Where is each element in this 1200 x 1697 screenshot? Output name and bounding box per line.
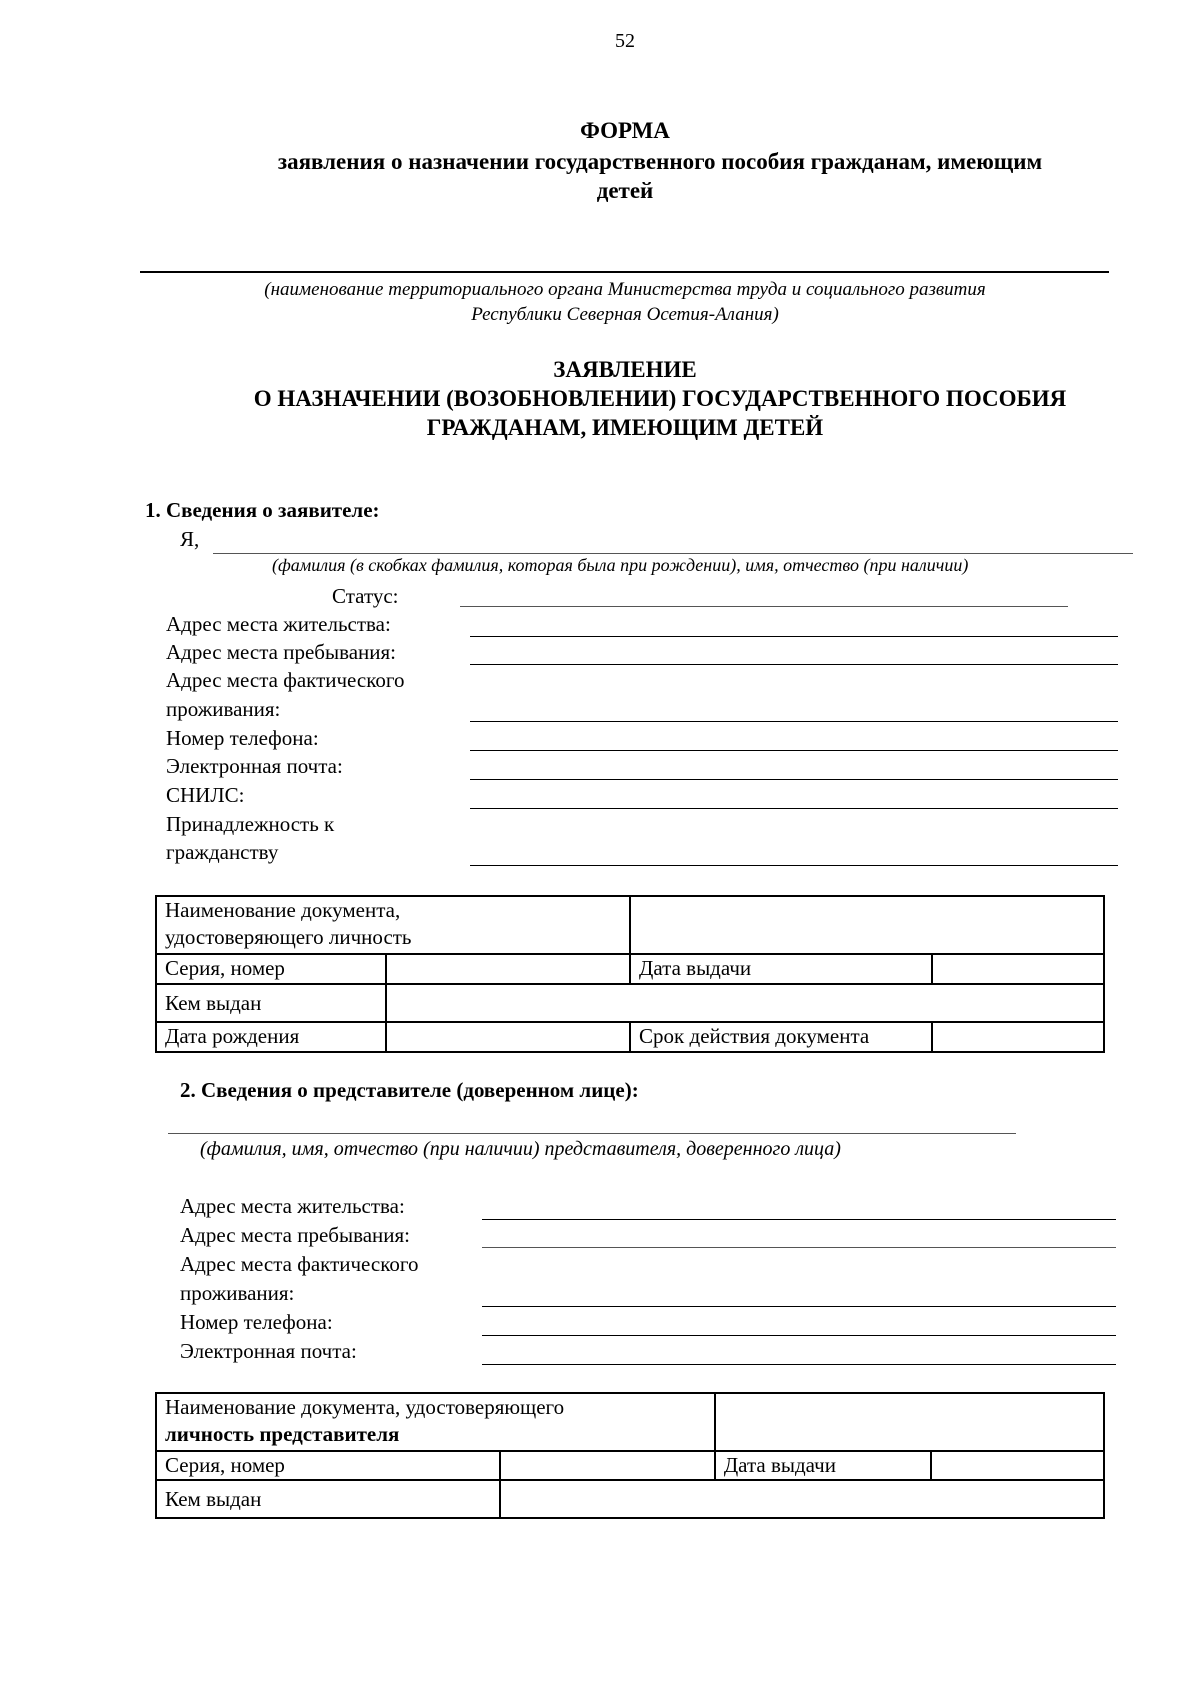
birth-date-label-cell: Дата рождения: [156, 1022, 386, 1052]
organ-name-field[interactable]: [140, 271, 1109, 273]
residence-field[interactable]: [470, 636, 1118, 637]
rep-stay-field[interactable]: [482, 1247, 1116, 1248]
doc-name-label-line1: Наименование документа,: [165, 898, 401, 922]
applicant-name-caption: (фамилия (в скобках фамилия, которая была при рождении), имя, отчество (при наличии): [272, 555, 969, 575]
rep-actual-address-label-line1: Адрес места фактического: [180, 1252, 419, 1276]
actual-address-label-line2: проживания:: [166, 697, 281, 721]
birth-date-value-cell[interactable]: [386, 1022, 630, 1052]
phone-field[interactable]: [470, 750, 1118, 751]
issue-date-label-cell: Дата выдачи: [630, 954, 932, 984]
page-number: 52: [615, 30, 635, 52]
residence-label: Адрес места жительства:: [166, 612, 391, 636]
rep-residence-label: Адрес места жительства:: [180, 1194, 405, 1218]
series-label-cell: Серия, номер: [156, 954, 386, 984]
issue-date-value-cell[interactable]: [932, 954, 1104, 984]
rep-phone-label: Номер телефона:: [180, 1310, 333, 1334]
applicant-name-field[interactable]: [213, 553, 1133, 554]
form-title: ФОРМА: [580, 118, 670, 143]
issued-by-value-cell[interactable]: [386, 984, 1104, 1022]
rep-issued-by-value-cell[interactable]: [500, 1480, 1104, 1518]
rep-stay-label: Адрес места пребывания:: [180, 1223, 411, 1247]
applicant-document-table: [155, 895, 1105, 1053]
doc-name-label-line2: удостоверяющего личность: [165, 925, 412, 949]
rep-actual-address-label-line2: проживания:: [180, 1281, 295, 1305]
phone-label: Номер телефона:: [166, 726, 319, 750]
rep-actual-address-field[interactable]: [482, 1306, 1116, 1307]
rep-doc-name-label-line1: Наименование документа, удостоверяющего: [165, 1395, 565, 1419]
organ-caption-line1: (наименование территориального органа Министерства труда и социального развития: [264, 279, 986, 300]
representative-name-caption: (фамилия, имя, отчество (при наличии) представителя, доверенного лица): [200, 1138, 841, 1160]
applicant-i-label: Я,: [180, 527, 200, 551]
form-subtitle-line2: детей: [596, 178, 654, 203]
rep-doc-name-label-line2: личность представителя: [165, 1422, 400, 1446]
email-label: Электронная почта:: [166, 754, 343, 778]
stay-label: Адрес места пребывания:: [166, 640, 397, 664]
statement-subtitle-line3: ГРАЖДАНАМ, ИМЕЮЩИМ ДЕТЕЙ: [426, 415, 824, 440]
email-field[interactable]: [470, 779, 1118, 780]
rep-series-value-cell[interactable]: [500, 1451, 715, 1480]
organ-caption-line2: Республики Северная Осетия-Алания): [471, 304, 779, 325]
rep-residence-field[interactable]: [482, 1219, 1116, 1220]
stay-field[interactable]: [470, 664, 1118, 665]
snils-field[interactable]: [470, 808, 1118, 809]
snils-label: СНИЛС:: [166, 783, 245, 807]
citizenship-label-line1: Принадлежность к: [166, 812, 335, 836]
form-subtitle-line1: заявления о назначении государственного пособия гражданам, имеющим: [277, 149, 1043, 174]
section2-heading: 2. Сведения о представителе (доверенном лице):: [180, 1078, 639, 1102]
citizenship-field[interactable]: [470, 865, 1118, 866]
rep-doc-name-value-cell[interactable]: [715, 1393, 1104, 1451]
status-field[interactable]: [460, 606, 1068, 607]
rep-issued-by-label-cell: Кем выдан: [156, 1480, 500, 1518]
rep-series-label-cell: Серия, номер: [156, 1451, 500, 1480]
doc-name-label-cell: [156, 896, 630, 954]
representative-name-field[interactable]: [168, 1133, 1016, 1134]
statement-title: ЗАЯВЛЕНИЕ: [553, 357, 697, 382]
rep-issue-date-label-cell: Дата выдачи: [715, 1451, 932, 1480]
actual-address-label-line1: Адрес места фактического: [166, 668, 405, 692]
doc-name-value-cell[interactable]: [630, 896, 1104, 954]
rep-issue-date-value-cell[interactable]: [931, 1451, 1104, 1480]
issued-by-label-cell: Кем выдан: [156, 984, 386, 1022]
validity-label-cell: Срок действия документа: [630, 1022, 932, 1052]
statement-subtitle-line2: О НАЗНАЧЕНИИ (ВОЗОБНОВЛЕНИИ) ГОСУДАРСТВЕННОГО ПОСОБИЯ: [253, 386, 1067, 411]
rep-phone-field[interactable]: [482, 1335, 1116, 1336]
citizenship-label-line2: гражданству: [166, 840, 279, 864]
status-label: Статус:: [332, 584, 399, 608]
validity-value-cell[interactable]: [932, 1022, 1104, 1052]
representative-document-table: [155, 1392, 1105, 1519]
actual-address-field[interactable]: [470, 721, 1118, 722]
section1-heading: 1. Сведения о заявителе:: [145, 498, 380, 522]
rep-email-label: Электронная почта:: [180, 1339, 357, 1363]
rep-doc-name-label-cell: [156, 1393, 715, 1451]
rep-email-field[interactable]: [482, 1364, 1116, 1365]
series-value-cell[interactable]: [386, 954, 630, 984]
